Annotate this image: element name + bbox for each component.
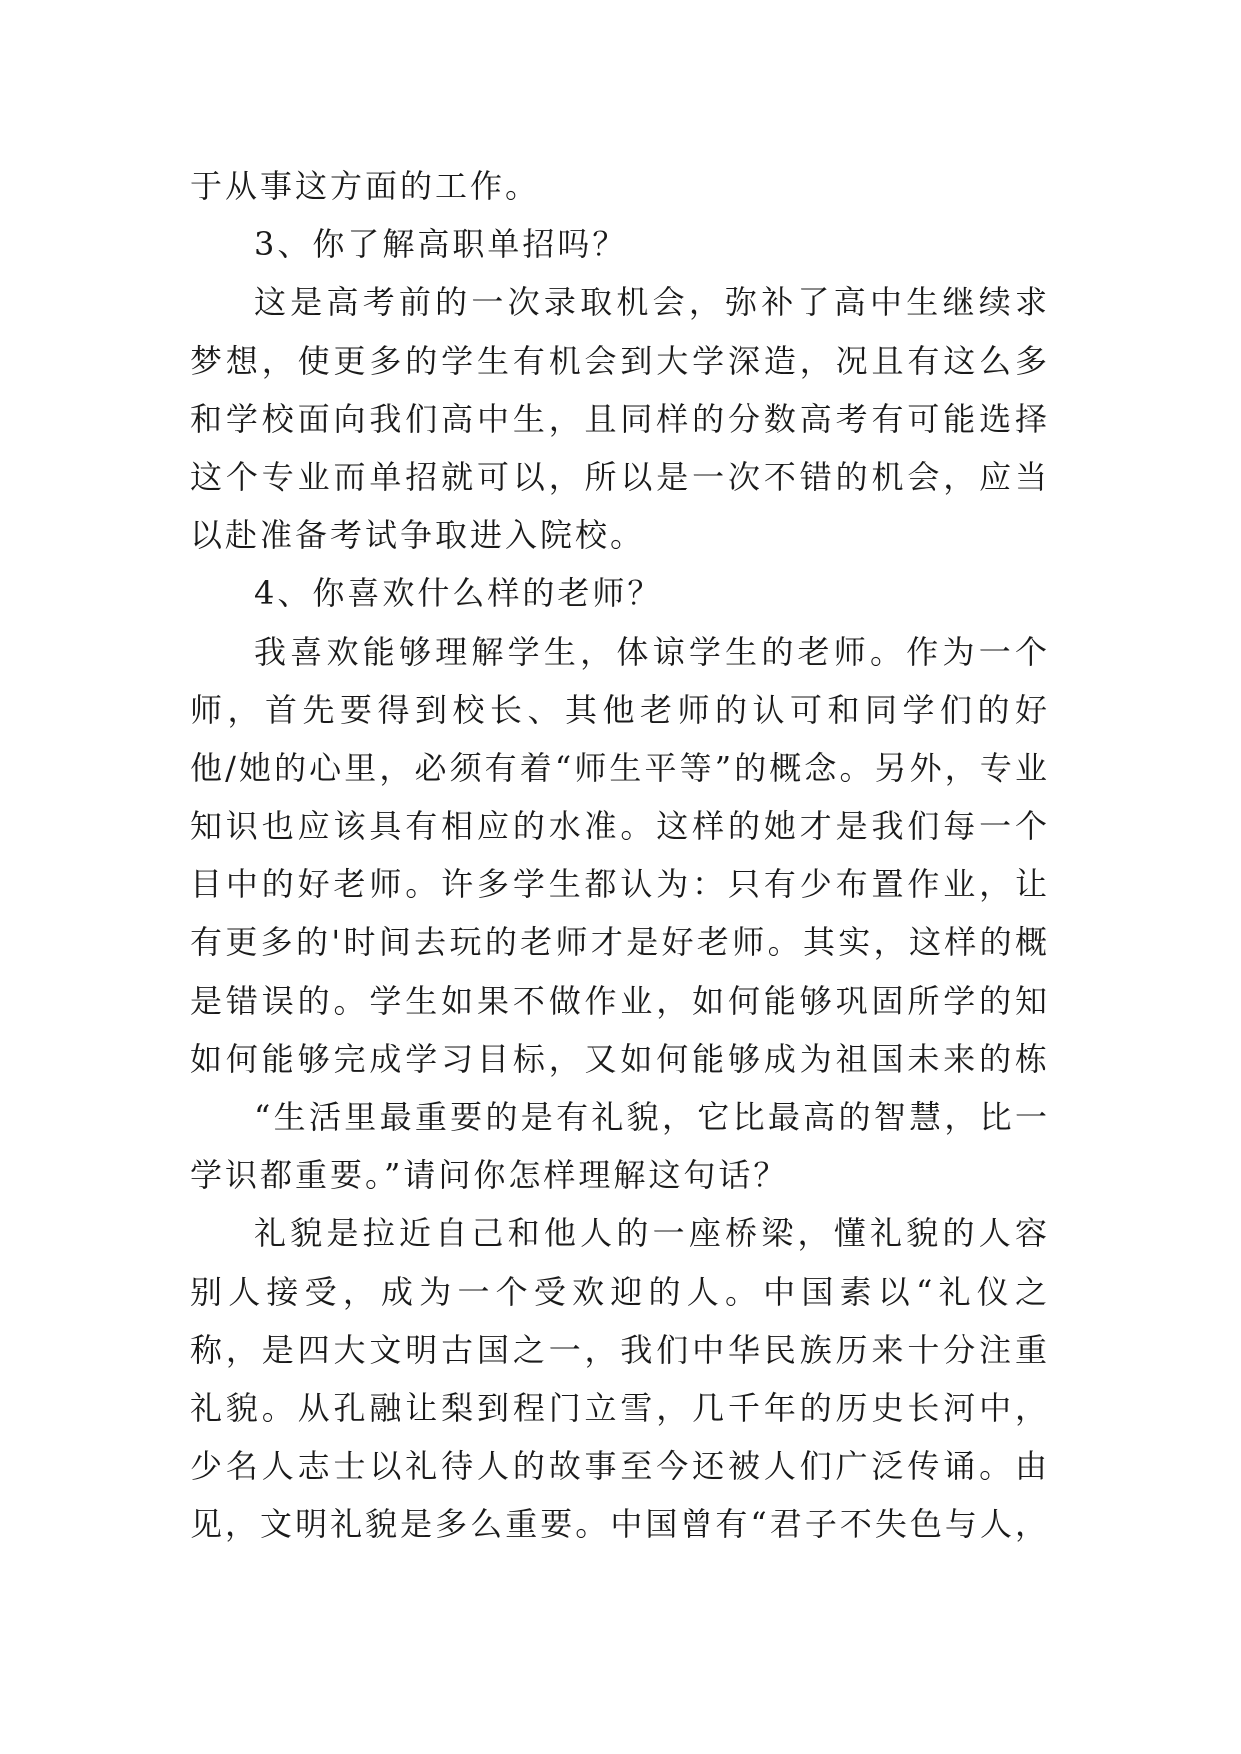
text-line: 这个专业而单招就可以，所以是一次不错的机会，应当 bbox=[190, 457, 1050, 496]
text-line: 于从事这方面的工作。 bbox=[190, 167, 541, 205]
text-line: 4、你喜欢什么样的老师？ bbox=[254, 574, 663, 613]
text-line: 见，文明礼貌是多么重要。中国曾有“君子不失色与人， bbox=[190, 1505, 1050, 1544]
text-line: 是错误的。学生如果不做作业，如何能够巩固所学的知 bbox=[190, 981, 1050, 1020]
text-line: 学识都重要。”请问你怎样理解这句话？ bbox=[190, 1156, 789, 1195]
text-line: 少名人志士以礼待人的故事至今还被人们广泛传诵。由 bbox=[190, 1447, 1050, 1486]
text-line: 我喜欢能够理解学生，体谅学生的老师。作为一个 bbox=[254, 632, 1050, 671]
text-line: 礼貌是拉近自己和他人的一座桥梁，懂礼貌的人容 bbox=[254, 1214, 1050, 1253]
text-line: 以赴准备考试争取进入院校。 bbox=[190, 516, 646, 555]
text-line: 目中的好老师。许多学生都认为：只有少布置作业，让 bbox=[190, 865, 1050, 904]
text-line: 礼貌。从孔融让梨到程门立雪，几千年的历史长河中， bbox=[190, 1388, 1050, 1427]
text-line: 师，首先要得到校长、其他老师的认可和同学们的好 bbox=[190, 690, 1050, 729]
text-line: 3、你了解高职单招吗？ bbox=[254, 225, 628, 264]
text-line: 这是高考前的一次录取机会，弥补了高中生继续求 bbox=[254, 283, 1050, 322]
text-line: 梦想，使更多的学生有机会到大学深造，况且有这么多 bbox=[190, 341, 1050, 380]
document-body bbox=[190, 157, 1050, 1554]
text-line: 知识也应该具有相应的水准。这样的她才是我们每一个 bbox=[190, 807, 1050, 846]
text-line: 有更多的'时间去玩的老师才是好老师。其实，这样的概 bbox=[190, 923, 1050, 962]
text-line: “生活里最重要的是有礼貌，它比最高的智慧，比一 bbox=[254, 1098, 1050, 1136]
text-line: 别人接受，成为一个受欢迎的人。中国素以“礼仪之 bbox=[190, 1272, 1050, 1311]
text-line: 和学校面向我们高中生，且同样的分数高考有可能选择 bbox=[190, 399, 1050, 438]
text-line: 他/她的心里，必须有着“师生平等”的概念。另外，专业 bbox=[190, 748, 1050, 787]
text-line: 如何能够完成学习目标，又如何能够成为祖国未来的栋 bbox=[190, 1039, 1050, 1078]
text-line: 称，是四大文明古国之一，我们中华民族历来十分注重 bbox=[190, 1330, 1050, 1369]
